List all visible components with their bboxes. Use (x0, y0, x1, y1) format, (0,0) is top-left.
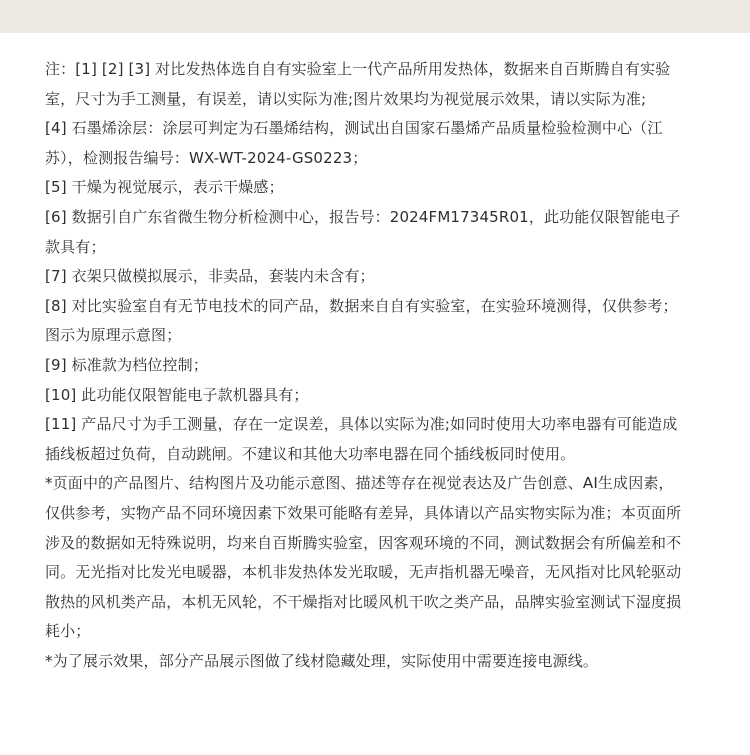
note-line: 插线板超过负荷，自动跳闸。不建议和其他大功率电器在同个插线板同时使用。 (45, 444, 576, 463)
note-line: [8] 对比实验室自有无节电技术的同产品，数据来自自有实验室，在实验环境测得，仅供参考； (45, 296, 678, 315)
note-line: 同。无光指对比发光电暖器，本机非发热体发光取暖，无声指机器无噪音，无风指对比风轮驱动 (45, 563, 682, 582)
note-line: 图示为原理示意图； (45, 326, 182, 345)
disclaimer-notes (45, 55, 725, 676)
note-line: 注：[1] [2] [3] 对比发热体选自自有实验室上一代产品所用发热体，数据来自百斯腾自有实验 (45, 60, 671, 78)
note-line: 散热的风机类产品，本机无风轮，不干燥指对比暖风机干吹之类产品，品牌实验室测试下湿度损 (45, 592, 682, 611)
note-line: [7] 衣架只做模拟展示，非卖品，套装内未含有； (45, 267, 375, 286)
note-line: [10] 此功能仅限智能电子款机器具有； (45, 385, 309, 404)
note-line: 仅供参考，实物产品不同环境因素下效果可能略有差异，具体请以产品实物实际为准；本页面所 (45, 503, 682, 522)
note-line: *为了展示效果，部分产品展示图做了线材隐藏处理，实际使用中需要连接电源线。 (45, 651, 599, 670)
note-line: [5] 干燥为视觉展示，表示干燥感； (45, 178, 284, 197)
note-line: 苏），检测报告编号：WX-WT-2024-GS0223； (45, 148, 368, 167)
note-line: 室，尺寸为手工测量，有误差，请以实际为准;图片效果均为视觉展示效果，请以实际为准; (45, 89, 647, 108)
note-line: 款具有； (45, 237, 106, 256)
note-line: *页面中的产品图片、结构图片及功能示意图、描述等存在视觉表达及广告创意、AI生成因素， (45, 474, 674, 493)
note-line: [9] 标准款为档位控制； (45, 355, 208, 374)
note-line: [11] 产品尺寸为手工测量，存在一定误差，具体以实际为准;如同时使用大功率电器有可能造成 (45, 415, 678, 434)
note-line: [6] 数据引自广东省微生物分析检测中心，报告号：2024FM17345R01，此功能仅限智能电子 (45, 207, 681, 226)
note-line: 耗小； (45, 622, 91, 641)
note-line: [4] 石墨烯涂层：涂层可判定为石墨烯结构，测试出自国家石墨烯产品质量检验检测中心（江 (45, 119, 663, 138)
top-band (0, 0, 750, 33)
note-line: 涉及的数据如无特殊说明，均来自百斯腾实验室，因客观环境的不同，测试数据会有所偏差和不 (45, 533, 682, 552)
